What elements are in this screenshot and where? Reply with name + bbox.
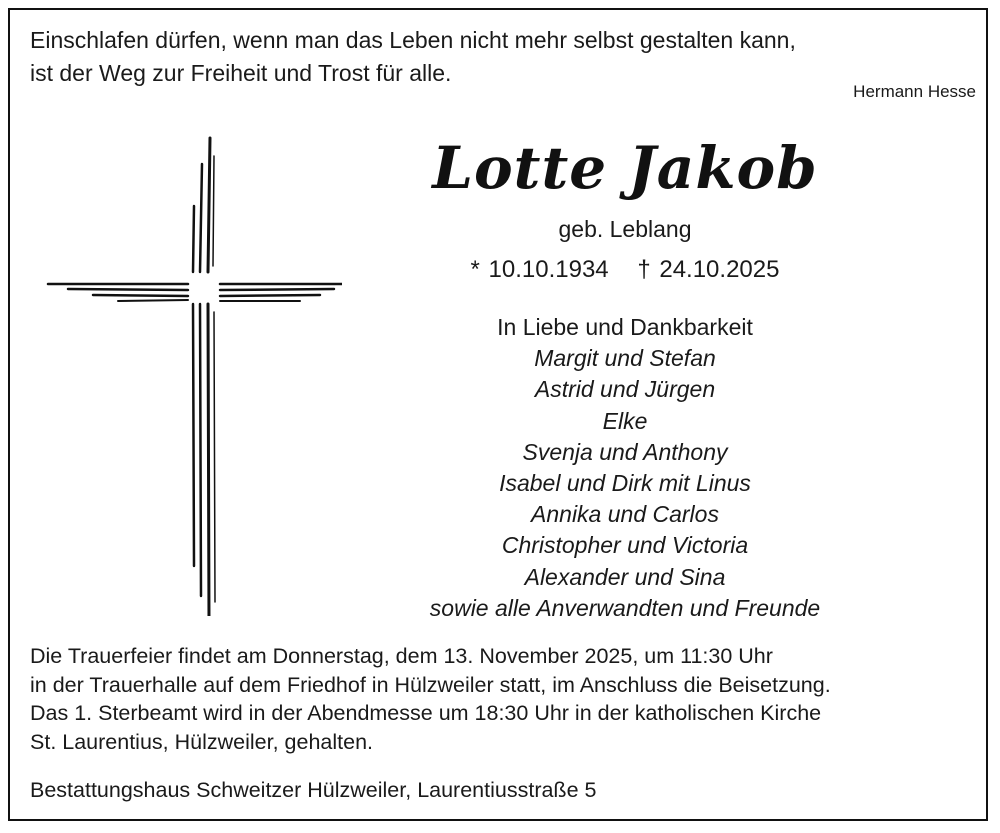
quote-author: Hermann Hesse <box>853 82 976 101</box>
mourner-name: sowie alle Anverwandten und Freunde <box>429 594 821 621</box>
cross-icon <box>38 126 342 616</box>
quote-line-1: Einschlafen dürfen, wenn man das Leben nicht mehr selbst gestalten kann, <box>30 27 796 53</box>
funeral-home: Bestattungshaus Schweitzer Hülzweiler, Laurentiusstraße 5 <box>30 778 597 802</box>
quote-line-2: ist der Weg zur Freiheit und Trost für alle. <box>30 60 452 86</box>
life-dates <box>380 256 870 284</box>
mourners-intro: In Liebe und Dankbarkeit <box>497 314 753 340</box>
mourner-name: Svenja und Anthony <box>522 438 728 465</box>
funeral-line: in der Trauerhalle auf dem Friedhof in Hülzweiler statt, im Anschluss die Beisetzung. <box>30 672 831 697</box>
funeral-line: St. Laurentius, Hülzweiler, gehalten. <box>30 729 374 754</box>
birth-date: * 10.10.1934 <box>470 256 609 283</box>
funeral-info <box>30 642 831 756</box>
mourner-name: Annika und Carlos <box>531 501 719 528</box>
death-date: † 24.10.2025 <box>637 256 780 283</box>
mourner-name: Christopher und Victoria <box>501 532 749 559</box>
born-name: geb. Leblang <box>558 216 692 242</box>
funeral-line: Das 1. Sterbeamt wird in der Abendmesse um 18:30 Uhr in der katholischen Kirche <box>30 701 822 725</box>
mourner-name: Astrid und Jürgen <box>534 376 716 403</box>
mourner-name: Margit und Stefan <box>534 345 716 372</box>
mourner-name: Elke <box>602 407 648 434</box>
mourner-name: Alexander und Sina <box>524 563 726 590</box>
quote <box>30 24 796 90</box>
mourner-name: Isabel und Dirk mit Linus <box>499 470 751 497</box>
deceased-name: Lotte Jakob <box>432 134 818 202</box>
mourners-list <box>380 312 870 624</box>
funeral-line: Die Trauerfeier findet am Donnerstag, dem 13. November 2025, um 11:30 Uhr <box>30 644 773 668</box>
